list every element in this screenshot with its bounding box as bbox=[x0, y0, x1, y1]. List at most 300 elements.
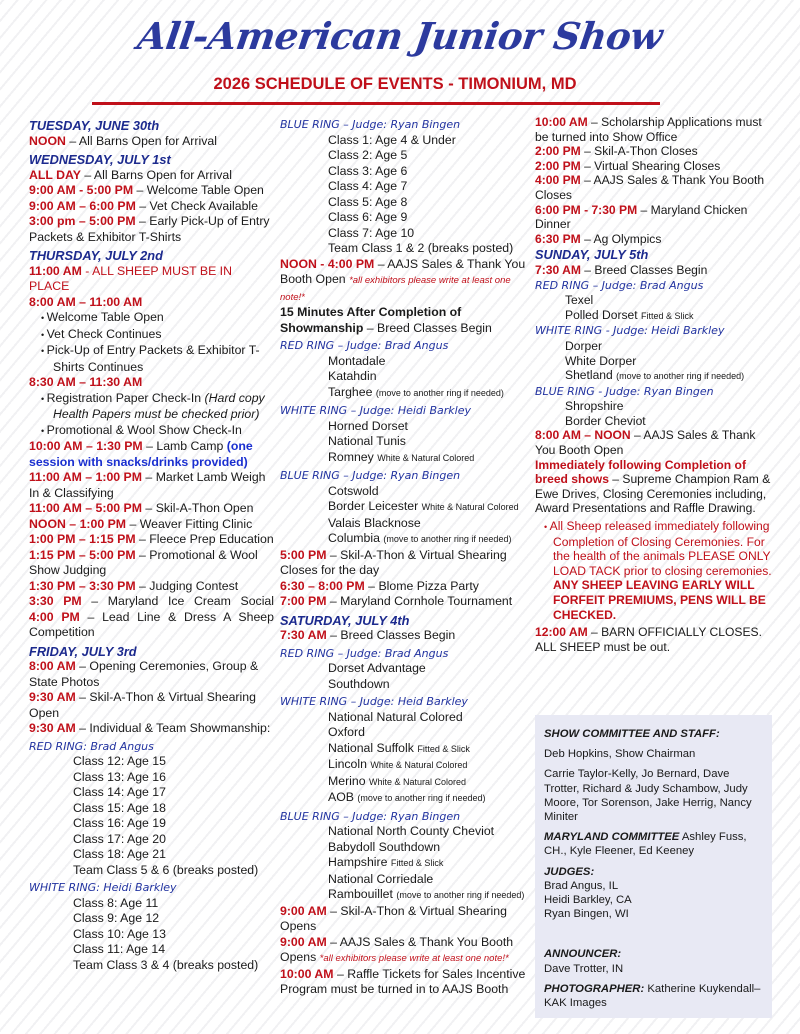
text: RED RING – Judge: Brad Angus bbox=[535, 278, 704, 292]
text: Merino bbox=[328, 773, 370, 788]
class-item bbox=[280, 484, 530, 500]
text: – Welcome Table Open bbox=[133, 183, 264, 197]
class-item bbox=[280, 434, 530, 450]
class-item bbox=[280, 531, 530, 548]
text: Registration Paper Check-In bbox=[46, 390, 205, 405]
bullet-item bbox=[33, 391, 274, 423]
event-time: 9:00 AM bbox=[280, 934, 327, 949]
ring-heading bbox=[280, 694, 530, 710]
text: – Weaver Fitting Clinic bbox=[126, 516, 253, 531]
text: – AAJS Sales & Thank You Booth Open bbox=[280, 256, 526, 286]
announcer: Dave Trotter, IN bbox=[544, 962, 624, 975]
note-text: *all exhibitors please write at least one note!* bbox=[280, 275, 511, 303]
class-note: Fitted & Slick bbox=[390, 858, 444, 868]
judge: Ryan Bingen, WI bbox=[544, 908, 629, 921]
event-time: 11:00 AM bbox=[29, 263, 82, 278]
text: WHITE RING - Judge: Heidi Barkley bbox=[535, 324, 725, 338]
text: Class 1: Age 4 & Under bbox=[328, 132, 456, 147]
class-item bbox=[535, 293, 775, 308]
class-item bbox=[29, 754, 274, 770]
class-item bbox=[29, 863, 274, 879]
class-note: (move to another ring if needed) bbox=[396, 890, 525, 900]
class-note: White & Natural Colored bbox=[421, 502, 519, 512]
text: – Blome Pizza Party bbox=[364, 578, 479, 593]
text: Lincoln bbox=[328, 757, 371, 771]
schedule-event bbox=[280, 305, 530, 336]
text: SATURDAY, JULY 4th bbox=[280, 612, 410, 628]
text: – Individual & Team Showmanship: bbox=[75, 721, 271, 735]
class-item bbox=[280, 516, 530, 532]
schedule-event bbox=[280, 548, 530, 579]
text: BLUE RING - Judge: Ryan Bingen bbox=[535, 384, 714, 398]
schedule-event bbox=[29, 579, 274, 595]
schedule-event bbox=[280, 628, 530, 644]
text: Oxford bbox=[328, 725, 365, 739]
schedule-event bbox=[29, 439, 274, 470]
text: WHITE RING – Judge: Heidi Barkley bbox=[280, 404, 471, 417]
schedule-event bbox=[29, 721, 274, 737]
class-item bbox=[535, 354, 775, 369]
judge: Heidi Barkley, CA bbox=[544, 894, 632, 907]
ring-heading bbox=[29, 880, 274, 896]
ring-heading bbox=[280, 338, 530, 354]
event-time: 7:30 AM bbox=[280, 628, 327, 642]
text: Class 3: Age 6 bbox=[328, 163, 408, 178]
class-note: (move to another ring if needed) bbox=[383, 534, 512, 544]
event-time: 9:30 AM bbox=[29, 690, 76, 704]
class-item bbox=[280, 790, 530, 807]
class-note: (move to another ring if needed) bbox=[357, 793, 486, 803]
event-time: 8:30 AM – 11:30 AM bbox=[29, 375, 143, 389]
class-item bbox=[280, 450, 530, 467]
schedule-column-right bbox=[535, 115, 775, 654]
event-time: 10:00 AM – 1:30 PM bbox=[29, 439, 143, 453]
text: – Lead Line & Dress A Sheep Competition bbox=[29, 609, 274, 639]
class-note: White & Natural Colored bbox=[370, 760, 468, 770]
text: Class 4: Age 7 bbox=[328, 179, 408, 193]
event-time: 9:00 AM - 5:00 PM bbox=[29, 183, 134, 197]
text: Class 5: Age 8 bbox=[328, 194, 408, 209]
event-time: 11:00 AM – 1:00 PM bbox=[29, 470, 143, 484]
class-item bbox=[535, 308, 775, 324]
text: Columbia bbox=[328, 531, 384, 545]
text: – Skil-A-Thon Closes bbox=[580, 144, 698, 159]
text: Romney bbox=[328, 449, 378, 464]
text: – Raffle Tickets for Sales Incentive Program must be turned in to AAJS Booth bbox=[280, 966, 526, 996]
class-item bbox=[29, 958, 274, 974]
text: Class 10: Age 13 bbox=[73, 926, 166, 941]
event-time: 1:00 PM – 1:15 PM bbox=[29, 532, 136, 546]
ring-heading bbox=[280, 809, 530, 825]
text: Horned Dorset bbox=[328, 418, 408, 433]
class-item bbox=[280, 195, 530, 211]
class-item bbox=[280, 757, 530, 774]
text: Shropshire bbox=[565, 399, 624, 414]
text: Dorset Advantage bbox=[328, 661, 426, 675]
text: – Vet Check Available bbox=[135, 198, 258, 213]
text: FRIDAY, JULY 3rd bbox=[29, 643, 137, 659]
schedule-event bbox=[29, 470, 274, 501]
day-heading bbox=[29, 152, 274, 168]
text: – Maryland Ice Cream Social bbox=[81, 594, 274, 608]
event-time: 8:00 AM – NOON bbox=[535, 428, 631, 443]
bullet-item bbox=[33, 327, 274, 344]
event-time: 9:00 AM bbox=[280, 903, 327, 918]
class-note: Fitted & Slick bbox=[640, 310, 694, 321]
event-time: 11:00 AM – 5:00 PM bbox=[29, 501, 143, 515]
class-item bbox=[280, 179, 530, 195]
show-title-logo: All-American Junior Show bbox=[134, 14, 666, 58]
text: Border Leicester bbox=[328, 499, 422, 513]
text: THURSDAY, JULY 2nd bbox=[29, 248, 163, 263]
class-item bbox=[535, 339, 775, 354]
schedule-event bbox=[535, 625, 775, 654]
schedule-event bbox=[29, 610, 274, 641]
event-time: 9:30 AM bbox=[29, 721, 76, 735]
event-time: NOON – 1:00 PM bbox=[29, 516, 127, 531]
class-item bbox=[280, 840, 530, 856]
text: Class 11: Age 14 bbox=[73, 942, 166, 956]
ring-heading bbox=[280, 117, 530, 133]
class-item bbox=[29, 801, 274, 817]
text: RED RING: Brad Angus bbox=[29, 739, 154, 753]
emphasis-text: ANY SHEEP LEAVING EARLY WILL FORFEIT PREMIUMS, PENS WILL BE CHECKED. bbox=[553, 578, 766, 622]
text: Hampshire bbox=[328, 855, 391, 869]
text: – Breed Classes Begin bbox=[580, 262, 708, 277]
event-time: 10:00 AM bbox=[280, 966, 334, 981]
day-heading bbox=[280, 613, 530, 629]
event-time: 6:00 PM - 7:30 PM bbox=[535, 202, 638, 217]
class-item bbox=[29, 832, 274, 848]
class-item bbox=[280, 774, 530, 791]
class-note: Fitted & Slick bbox=[417, 743, 470, 754]
schedule-event bbox=[29, 532, 274, 548]
schedule-event bbox=[280, 904, 530, 935]
schedule-event bbox=[29, 183, 274, 199]
text: Southdown bbox=[328, 676, 390, 691]
event-time: 9:00 AM – 6:00 PM bbox=[29, 198, 136, 213]
schedule-event bbox=[29, 501, 274, 517]
text: RED RING – Judge: Brad Angus bbox=[280, 646, 449, 660]
event-time: 7:00 PM bbox=[280, 594, 327, 608]
schedule-event bbox=[29, 375, 274, 391]
event-time: 10:00 AM bbox=[535, 115, 588, 129]
text: BLUE RING – Judge: Ryan Bingen bbox=[280, 809, 461, 823]
maryland-members: Ashley Fuss, CH., Kyle Fleener, Ed Keeney bbox=[544, 831, 747, 858]
text: Team Class 3 & 4 (breaks posted) bbox=[73, 957, 259, 972]
class-item bbox=[280, 148, 530, 164]
class-item bbox=[29, 911, 274, 927]
class-item bbox=[29, 942, 274, 958]
text: Valais Blacknose bbox=[328, 515, 421, 530]
schedule-event bbox=[29, 295, 274, 311]
maryland-committee bbox=[544, 830, 764, 858]
ring-heading bbox=[535, 279, 775, 294]
event-time: 1:15 PM – 5:00 PM bbox=[29, 547, 136, 562]
schedule-event bbox=[535, 159, 775, 174]
event-time: 3:00 pm – 5:00 PM bbox=[29, 214, 136, 228]
photographer bbox=[544, 982, 764, 1010]
schedule-event bbox=[535, 458, 775, 516]
class-item bbox=[280, 419, 530, 435]
schedule-event bbox=[29, 594, 274, 610]
text: – AAJS Sales & Thank You Booth Open bbox=[535, 428, 756, 458]
text: – Maryland Cornhole Tournament bbox=[326, 594, 513, 608]
ring-heading bbox=[280, 468, 530, 484]
text: National Natural Colored bbox=[328, 709, 463, 724]
text: Border Cheviot bbox=[565, 413, 646, 428]
text: Babydoll Southdown bbox=[328, 839, 441, 854]
header-divider bbox=[92, 102, 660, 105]
event-time: 6:30 – 8:00 PM bbox=[280, 578, 365, 593]
class-item bbox=[280, 210, 530, 226]
schedule-event bbox=[29, 264, 274, 295]
ring-heading bbox=[535, 385, 775, 400]
text: Class 12: Age 15 bbox=[73, 754, 166, 768]
text: – Virtual Shearing Closes bbox=[580, 158, 721, 173]
text: – Lamb Camp bbox=[142, 439, 227, 453]
class-item bbox=[280, 824, 530, 840]
ring-heading bbox=[280, 403, 530, 419]
text: National Suffolk bbox=[328, 740, 418, 755]
text: TUESDAY, JUNE 30th bbox=[29, 118, 160, 133]
schedule-event bbox=[29, 199, 274, 215]
schedule-event bbox=[29, 659, 274, 690]
text: BLUE RING – Judge: Ryan Bingen bbox=[280, 469, 461, 482]
text: – All Barns Open for Arrival bbox=[65, 133, 217, 148]
text: Class 9: Age 12 bbox=[73, 911, 160, 925]
event-time: 4:00 PM bbox=[535, 173, 581, 188]
class-item bbox=[29, 770, 274, 786]
class-item bbox=[535, 399, 775, 414]
text: – Supreme Champion Ram & Ewe Drives, Closing Ceremonies including, Award Presentations and Raffle Drawing. bbox=[535, 472, 771, 516]
class-note: White & Natural Colored bbox=[377, 452, 475, 463]
schedule-event bbox=[280, 257, 530, 306]
text: Vet Check Continues bbox=[46, 326, 162, 341]
schedule-event bbox=[29, 548, 274, 579]
text: AOB bbox=[328, 790, 358, 804]
event-time: 7:30 AM bbox=[535, 262, 581, 277]
text: White Dorper bbox=[565, 353, 637, 368]
event-time: 2:00 PM bbox=[535, 158, 581, 173]
event-time: 1:30 PM – 3:30 PM bbox=[29, 578, 136, 593]
text: Montadale bbox=[328, 353, 386, 368]
class-item bbox=[29, 847, 274, 863]
class-item bbox=[29, 785, 274, 801]
text: Shetland bbox=[565, 368, 617, 383]
text: Team Class 5 & 6 (breaks posted) bbox=[73, 862, 259, 877]
text: – BARN OFFICIALLY CLOSES. ALL SHEEP must be out. bbox=[535, 625, 762, 654]
schedule-event bbox=[535, 232, 775, 247]
text: RED RING – Judge: Brad Angus bbox=[280, 339, 449, 352]
event-time: 3:30 PM bbox=[29, 594, 82, 608]
text: National Corriedale bbox=[328, 871, 434, 886]
text: Katahdin bbox=[328, 369, 377, 383]
schedule-event bbox=[535, 115, 775, 144]
text: WHITE RING – Judge: Heid Barkley bbox=[280, 695, 468, 708]
text: National North County Cheviot bbox=[328, 824, 495, 838]
announcer-heading: ANNOUNCER: bbox=[544, 948, 622, 961]
schedule-column-left bbox=[29, 115, 274, 973]
event-time: 2:00 PM bbox=[535, 144, 581, 159]
staff-box bbox=[535, 715, 772, 1018]
maryland-heading: MARYLAND COMMITTEE bbox=[544, 831, 680, 844]
text: 15 Minutes After Completion of Showmanship bbox=[280, 305, 462, 335]
bullet-item bbox=[33, 423, 274, 440]
event-time: NOON bbox=[29, 133, 66, 148]
event-time: 8:00 AM bbox=[29, 659, 76, 673]
text: Texel bbox=[565, 293, 594, 308]
day-heading bbox=[29, 644, 274, 660]
day-heading bbox=[29, 248, 274, 264]
text: Class 13: Age 16 bbox=[73, 769, 166, 784]
text: – Skil-A-Thon & Virtual Shearing Open bbox=[29, 690, 256, 720]
class-item bbox=[280, 855, 530, 872]
photographer-heading: PHOTOGRAPHER: bbox=[544, 982, 645, 995]
committee-members: Carrie Taylor-Kelly, Jo Bernard, Dave Trotter, Richard & Judy Schambow, Judy Moore, Tor Sorenson, Jake Herrig, Nancy Miniter bbox=[544, 768, 752, 824]
schedule-event bbox=[280, 967, 530, 998]
class-item bbox=[280, 354, 530, 370]
text: SUNDAY, JULY 5th bbox=[535, 247, 649, 263]
text: Polled Dorset bbox=[565, 307, 641, 322]
schedule-event bbox=[280, 594, 530, 610]
text: – AAJS Sales & Thank You Booth Closes bbox=[535, 173, 765, 202]
schedule-subtitle: 2026 SCHEDULE OF EVENTS - TIMONIUM, MD bbox=[213, 75, 577, 93]
text: – Promotional & Wool Show Judging bbox=[29, 547, 258, 577]
show-chairman: Deb Hopkins, Show Chairman bbox=[544, 748, 696, 761]
text: – Opening Ceremonies, Group & State Photos bbox=[29, 659, 259, 689]
text: Class 17: Age 20 bbox=[73, 831, 166, 846]
class-note: White & Natural Colored bbox=[369, 776, 467, 787]
schedule-event bbox=[29, 214, 274, 245]
event-time: ALL DAY bbox=[29, 167, 81, 182]
class-item bbox=[535, 414, 775, 429]
day-heading bbox=[535, 248, 775, 263]
text: Class 6: Age 9 bbox=[328, 210, 408, 224]
text: Team Class 1 & 2 (breaks posted) bbox=[328, 241, 514, 255]
note-text: *all exhibitors please write at least one note!* bbox=[319, 953, 509, 964]
class-item bbox=[280, 369, 530, 385]
text: All Sheep released immediately following Completion of Closing Ceremonies. For the health of the animals PLEASE ONLY LOAD TACK prior to closing ceremonies. bbox=[549, 519, 772, 578]
schedule-event bbox=[29, 690, 274, 721]
schedule-event bbox=[280, 579, 530, 595]
text: Welcome Table Open bbox=[46, 310, 164, 324]
text: Class 14: Age 17 bbox=[73, 785, 166, 799]
event-time: 6:30 PM bbox=[535, 231, 581, 246]
text: – Skil-A-Thon & Virtual Shearing Closes for the day bbox=[280, 547, 507, 577]
text: – Early Pick-Up of Entry Packets & Exhibitor T-Shirts bbox=[29, 214, 270, 244]
text: Class 2: Age 5 bbox=[328, 148, 408, 162]
class-item bbox=[280, 872, 530, 888]
class-item bbox=[29, 816, 274, 832]
text: Targhee bbox=[328, 384, 376, 399]
ring-heading bbox=[29, 739, 274, 755]
schedule-event bbox=[29, 134, 274, 150]
text: – Fleece Prep Education bbox=[135, 532, 274, 546]
alert-notice bbox=[535, 519, 775, 622]
highlight-text: (one session with snacks/drinks provided) bbox=[29, 439, 253, 469]
schedule-event bbox=[29, 168, 274, 184]
class-item bbox=[280, 887, 530, 904]
text: Rambouillet bbox=[328, 887, 397, 901]
class-note: (move to another ring if needed) bbox=[616, 371, 745, 382]
text: – Market Lamb Weigh In & Classifying bbox=[29, 470, 266, 500]
class-item bbox=[280, 499, 530, 516]
event-time: 12:00 AM bbox=[535, 625, 588, 640]
schedule-event bbox=[535, 428, 775, 457]
text: – Scholarship Applications must be turned into Show Office bbox=[535, 115, 762, 144]
schedule-event bbox=[535, 173, 775, 202]
text: – Judging Contest bbox=[135, 578, 239, 593]
event-time: 8:00 AM – 11:00 AM bbox=[29, 294, 143, 309]
judge: Brad Angus, IL bbox=[544, 879, 619, 892]
text: - ALL SHEEP MUST BE IN PLACE bbox=[29, 263, 232, 293]
ring-heading bbox=[280, 646, 530, 662]
bullet-item bbox=[33, 310, 274, 327]
class-item bbox=[29, 896, 274, 912]
text: Class 18: Age 21 bbox=[73, 847, 166, 861]
class-item bbox=[280, 226, 530, 242]
text: (Hard copy Health Papers must be checked prior) bbox=[53, 390, 265, 421]
class-item bbox=[280, 710, 530, 726]
event-time: 4:00 PM bbox=[29, 609, 80, 624]
text: Class 15: Age 18 bbox=[73, 800, 166, 815]
class-item bbox=[535, 368, 775, 384]
class-item bbox=[280, 741, 530, 758]
day-heading bbox=[29, 118, 274, 134]
class-item bbox=[280, 661, 530, 677]
text: WHITE RING: Heidi Barkley bbox=[29, 881, 177, 894]
text: – Ag Olympics bbox=[580, 231, 662, 246]
emphasis-text: Immediately following Completion of breed shows bbox=[535, 457, 746, 487]
judges-heading: JUDGES: bbox=[544, 865, 595, 878]
class-note: (move to another ring if needed) bbox=[375, 387, 504, 398]
text: BLUE RING – Judge: Ryan Bingen bbox=[280, 118, 461, 131]
text: – AAJS Sales & Thank You Booth Opens bbox=[280, 934, 514, 964]
class-item bbox=[280, 725, 530, 741]
text: – Breed Classes Begin bbox=[363, 320, 492, 335]
class-item bbox=[280, 677, 530, 693]
class-item bbox=[280, 164, 530, 180]
committee-heading: SHOW COMMITTEE AND STAFF: bbox=[544, 728, 720, 740]
text: Pick-Up of Entry Packets & Exhibitor T-Shirts Continues bbox=[46, 343, 260, 374]
schedule-event bbox=[535, 203, 775, 232]
text: – Breed Classes Begin bbox=[326, 628, 456, 642]
text: – Maryland Chicken Dinner bbox=[535, 202, 748, 232]
class-item bbox=[280, 385, 530, 402]
text: Class 8: Age 11 bbox=[73, 895, 159, 910]
text: Cotswold bbox=[328, 483, 379, 498]
schedule-event bbox=[29, 517, 274, 533]
text: – All Barns Open for Arrival bbox=[80, 167, 232, 182]
class-item bbox=[280, 133, 530, 149]
text: Class 7: Age 10 bbox=[328, 225, 415, 240]
text: Class 16: Age 19 bbox=[73, 816, 166, 830]
text: National Tunis bbox=[328, 434, 406, 448]
text: – Skil-A-Thon Open bbox=[142, 501, 254, 515]
schedule-event bbox=[535, 263, 775, 278]
class-item bbox=[280, 241, 530, 257]
event-time: 5:00 PM bbox=[280, 547, 327, 562]
schedule-event bbox=[535, 144, 775, 159]
text: Promotional & Wool Show Check-In bbox=[46, 422, 242, 437]
text: Dorper bbox=[565, 338, 602, 353]
schedule-event bbox=[280, 935, 530, 967]
text: WEDNESDAY, JULY 1st bbox=[29, 152, 171, 167]
schedule-column-middle bbox=[280, 115, 530, 998]
ring-heading bbox=[535, 324, 775, 339]
event-time: NOON - 4:00 PM bbox=[280, 256, 375, 271]
